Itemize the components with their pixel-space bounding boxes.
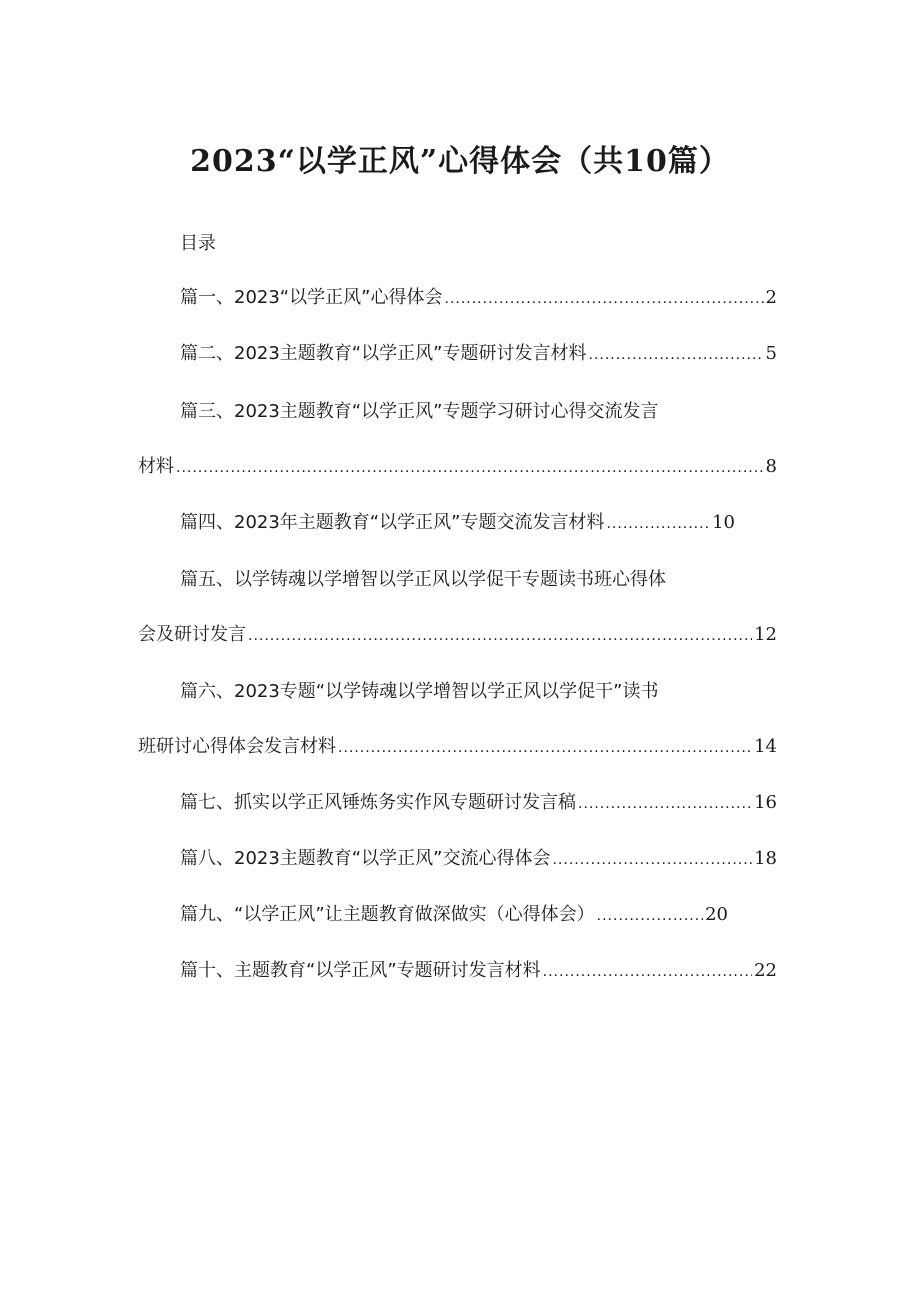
toc-entry-text: 篇七、抓实以学正风锤炼务实作风专题研讨发言稿 bbox=[180, 792, 576, 813]
toc-entry-text: 篇二、2023主题教育“以学正风”专题研讨发言材料 bbox=[180, 343, 587, 364]
toc-entry-3-line2[interactable] bbox=[138, 452, 777, 483]
toc-entry-text: 材料 bbox=[138, 456, 174, 477]
toc-page-number: 14 bbox=[754, 736, 777, 757]
toc-entry-9[interactable] bbox=[180, 900, 728, 931]
toc-entry-5-line1[interactable]: 篇五、以学铸魂以学增智以学正风以学促干专题读书班心得体 bbox=[180, 569, 666, 590]
toc-entry-text: 篇九、“以学正风”让主题教育做深做实（心得体会） bbox=[180, 904, 595, 925]
toc-entry-8[interactable] bbox=[180, 844, 777, 875]
toc-page-number: 12 bbox=[754, 624, 777, 645]
toc-page-number: 2 bbox=[765, 287, 777, 308]
toc-page-number: 20 bbox=[705, 904, 728, 925]
toc-entry-10[interactable] bbox=[180, 956, 777, 987]
toc-page-number: 5 bbox=[765, 343, 777, 364]
toc-entry-text: 篇四、2023年主题教育“以学正风”专题交流发言材料 bbox=[180, 512, 605, 533]
document-title: 2023“以学正风”心得体会（共10篇） bbox=[190, 144, 730, 179]
toc-entry-text: 篇八、2023主题教育“以学正风”交流心得体会 bbox=[180, 848, 551, 869]
toc-page-number: 18 bbox=[754, 848, 777, 869]
toc-page-number: 10 bbox=[712, 512, 735, 533]
toc-page-number: 8 bbox=[765, 456, 777, 477]
toc-entry-1[interactable] bbox=[180, 283, 777, 314]
dot-leader bbox=[176, 453, 764, 483]
toc-entry-6-line1[interactable]: 篇六、2023专题“以学铸魂以学增智以学正风以学促干”读书 bbox=[180, 681, 659, 702]
dot-leader bbox=[543, 957, 752, 987]
dot-leader bbox=[578, 789, 752, 819]
dot-leader bbox=[588, 340, 763, 370]
toc-entry-2[interactable] bbox=[180, 339, 777, 370]
toc-entry-7[interactable] bbox=[180, 788, 777, 819]
dot-leader bbox=[552, 845, 752, 875]
toc-entry-text: 篇十、主题教育“以学正风”专题研讨发言材料 bbox=[180, 960, 541, 981]
toc-entry-5-line2[interactable] bbox=[138, 620, 777, 651]
toc-entry-6-line2[interactable] bbox=[138, 732, 777, 763]
toc-entry-4[interactable] bbox=[180, 508, 735, 539]
toc-entry-text: 会及研讨发言 bbox=[138, 624, 246, 645]
dot-leader bbox=[597, 901, 703, 931]
dot-leader bbox=[606, 509, 710, 539]
toc-heading: 目录 bbox=[180, 233, 216, 254]
toc-page-number: 16 bbox=[754, 792, 777, 813]
toc-page-number: 22 bbox=[754, 960, 777, 981]
dot-leader bbox=[248, 621, 752, 651]
dot-leader bbox=[338, 733, 752, 763]
dot-leader bbox=[444, 284, 763, 314]
toc-entry-text: 班研讨心得体会发言材料 bbox=[138, 736, 336, 757]
toc-entry-text: 篇一、2023“以学正风”心得体会 bbox=[180, 287, 443, 308]
toc-entry-3-line1[interactable]: 篇三、2023主题教育“以学正风”专题学习研讨心得交流发言 bbox=[180, 401, 659, 422]
